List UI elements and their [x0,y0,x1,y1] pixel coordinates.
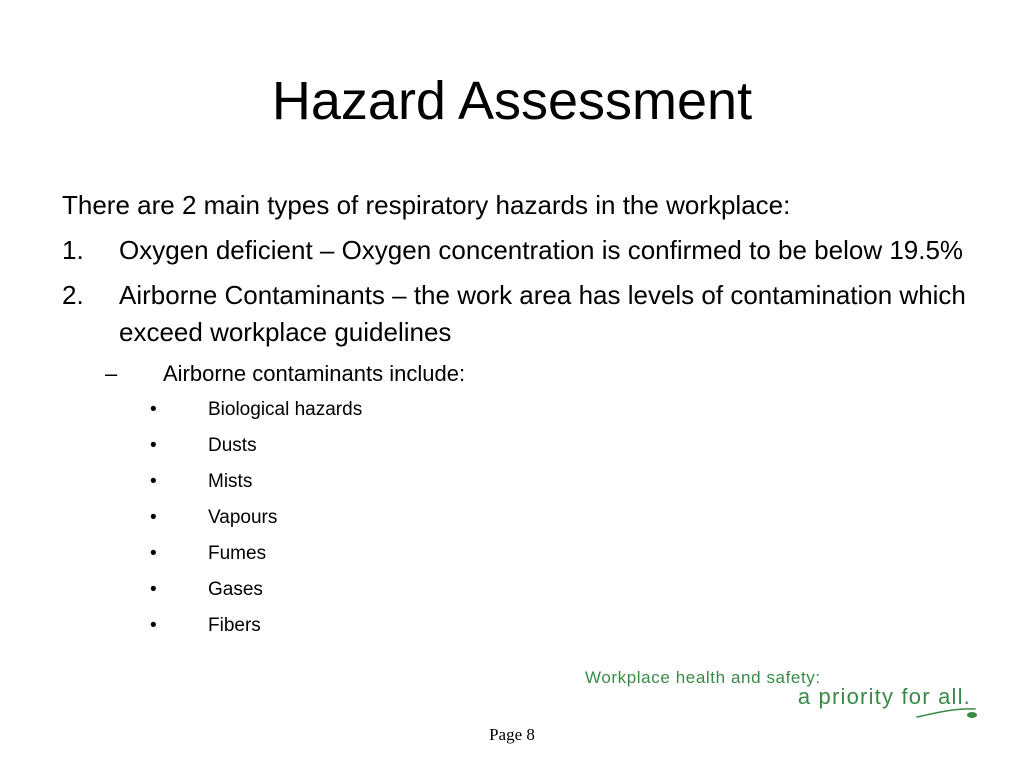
bullet-text: Mists [208,471,253,492]
bullet-icon: • [150,507,157,528]
bullet-icon: • [150,435,157,456]
bullet-text: Biological hazards [208,399,363,420]
list-item-airborne-contaminants [62,277,982,351]
dash-marker: – [105,361,118,386]
list-item [62,433,982,459]
page-number: Page 8 [489,725,535,744]
bullet-text: Dusts [208,435,257,456]
bullet-text: Vapours [208,507,278,528]
list-item [62,505,982,531]
logo-tagline-line2: a priority for all. [797,684,971,709]
bullet-text: Fibers [208,615,261,636]
list-item [62,541,982,567]
list-item [62,577,982,603]
workplace-safety-logo [585,667,985,719]
list-item [62,613,982,639]
bullet-icon: • [150,471,157,492]
logo-tagline-line1: Workplace health and safety: [585,668,821,687]
list-item-oxygen-deficient [62,232,982,269]
list-item [62,397,982,423]
bullet-text: Gases [208,579,263,600]
bullet-text: Fumes [208,543,267,564]
slide-body [62,188,982,649]
bullet-icon: • [150,579,157,600]
contaminant-list [62,397,982,639]
sub-list-item-text: Airborne contaminants include: [163,361,466,386]
bullet-icon: • [150,399,157,420]
list-item-text: Airborne Contaminants – the work area has levels of contamination which exceed workplace guidelines [119,280,966,347]
sub-list-item [62,359,982,389]
list-item-text: Oxygen deficient – Oxygen concentration is confirmed to be below 19.5% [119,235,964,265]
list-item [62,469,982,495]
intro-text: There are 2 main types of respiratory hazards in the workplace: [62,190,791,220]
slide-title: Hazard Assessment [271,71,753,131]
bullet-icon: • [150,543,157,564]
list-number: 2. [62,280,84,310]
list-number: 1. [62,235,84,265]
swoosh-icon [915,705,979,719]
bullet-icon: • [150,615,157,636]
